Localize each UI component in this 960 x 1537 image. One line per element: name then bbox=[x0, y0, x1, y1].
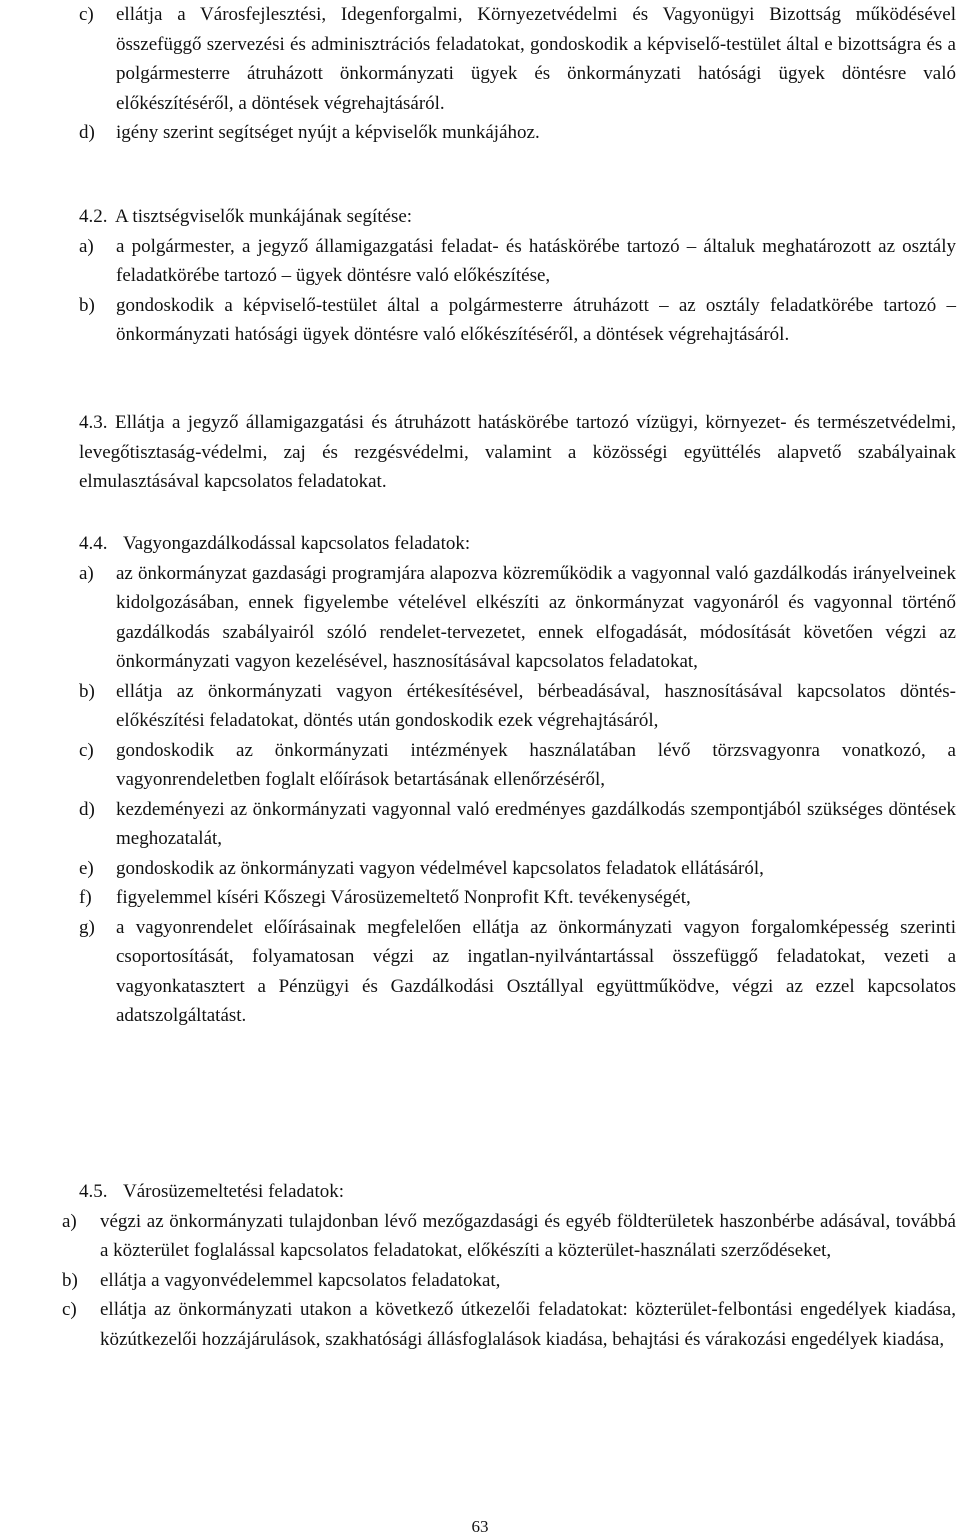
list-item bbox=[0, 736, 960, 795]
item-label: f) bbox=[79, 887, 92, 908]
list-item bbox=[0, 559, 960, 677]
list-item bbox=[0, 0, 960, 118]
item-text: ellátja a Városfejlesztési, Idegenforgalmi, Környezetvédelmi és Vagyonügyi Bizottság működésével összefüggő szervezési és adminisztrációs feladatokat, gondoskodik a képviselő-testület által e bizottságra és a polgármesterre átruházott önkormányzati ügyek és önkormányzati hatósági ügyek döntésre való előkészítéséről, a döntések végrehajtásáról. bbox=[116, 4, 956, 114]
section-title: A tisztségviselők munkájának segítése: bbox=[115, 206, 413, 227]
item-label: c) bbox=[79, 4, 94, 25]
item-text: figyelemmel kíséri Kőszegi Városüzemeltető Nonprofit Kft. tevékenységét, bbox=[116, 887, 691, 908]
top-continuation-list bbox=[0, 0, 960, 148]
section-number: 4.3. bbox=[79, 412, 108, 433]
section-4-4 bbox=[0, 529, 960, 1031]
section-number: 4.4. bbox=[79, 533, 108, 554]
list-item bbox=[0, 232, 960, 291]
item-label: a) bbox=[62, 1210, 77, 1232]
item-text: gondoskodik az önkormányzati intézmények használatában lévő törzsvagyonra vonatkozó, a vagyonrendeletben foglalt előírások betartásának ellenőrzéséről, bbox=[116, 739, 956, 790]
section-paragraph bbox=[0, 408, 960, 497]
list-item bbox=[0, 1207, 960, 1266]
item-text: gondoskodik az önkormányzati vagyon védelmével kapcsolatos feladatok ellátásáról, bbox=[116, 857, 764, 879]
item-text: ellátja a vagyonvédelemmel kapcsolatos feladatokat, bbox=[100, 1269, 501, 1291]
item-text: ellátja az önkormányzati utakon a következő útkezelői feladatokat: közterület-felbontási engedélyek kiadása, közútkezelői hozzájárulások, szakhatósági állásfoglalások kiadása, behajtási és várakozási engedélyek kiadása, bbox=[100, 1299, 956, 1350]
section-title: Vagyongazdálkodással kapcsolatos feladatok: bbox=[123, 533, 471, 554]
item-label: b) bbox=[79, 294, 95, 316]
item-label: g) bbox=[79, 916, 95, 938]
list-item bbox=[0, 291, 960, 350]
section-heading bbox=[0, 529, 960, 559]
list-item bbox=[0, 1266, 960, 1296]
item-label: d) bbox=[79, 798, 95, 820]
item-text: gondoskodik a képviselő-testület által a polgármesterre átruházott – az osztály feladatkörébe tartozó – önkormányzati hatósági ügyek döntésre való előkészítéséről, a döntések végrehajtásáról. bbox=[116, 294, 956, 345]
section-text: Ellátja a jegyző államigazgatási és átruházott hatáskörébe tartozó vízügyi, környezet- és természetvédelmi, levegőtisztaság-védelmi, zaj és rezgésvédelmi, valamint a közösségi együttélés alapvető szabályainak elmulasztásával kapcsolatos feladatokat. bbox=[79, 412, 956, 492]
section-heading bbox=[0, 202, 960, 232]
item-text: az önkormányzat gazdasági programjára alapozva közreműködik a vagyonnal való gazdálkodás irányelveinek kidolgozásában, ennek figyelembe vételével elkészíti az önkormányzat vagyonáról és vagyonnal történő gazdálkodás szabályairól szóló rendelet-tervezetet, ennek elfogadását, módosítását követően végzi az önkormányzati vagyon kezelésével, hasznosításával kapcsolatos feladatokat, bbox=[116, 562, 956, 672]
item-text: kezdeményezi az önkormányzati vagyonnal való eredményes gazdálkodás szempontjából szükséges döntések meghozatalát, bbox=[116, 798, 956, 849]
section-4-3 bbox=[0, 408, 960, 497]
list-item bbox=[0, 1295, 960, 1354]
item-label: a) bbox=[79, 562, 94, 584]
list-item bbox=[0, 883, 960, 913]
section-title: Városüzemeltetési feladatok: bbox=[123, 1181, 345, 1202]
item-text: igény szerint segítséget nyújt a képviselők munkájához. bbox=[116, 122, 540, 143]
list-item bbox=[0, 677, 960, 736]
list-item bbox=[0, 913, 960, 1031]
section-4-5 bbox=[0, 1177, 960, 1354]
item-label: b) bbox=[79, 680, 95, 702]
section-4-2 bbox=[0, 202, 960, 350]
section-number: 4.5. bbox=[79, 1181, 108, 1202]
item-text: ellátja az önkormányzati vagyon értékesítésével, bérbeadásával, hasznosításával kapcsolatos döntés-előkészítési feladatokat, döntés után gondoskodik ezek végrehajtásáról, bbox=[116, 680, 956, 731]
item-text: végzi az önkormányzati tulajdonban lévő mezőgazdasági és egyéb földterületek haszonbérbe adásával, továbbá a közterület foglalással kapcsolatos feladatokat, előkészíti a közterület-használati szerződéseket, bbox=[100, 1210, 956, 1261]
list-item bbox=[0, 118, 960, 148]
item-label: c) bbox=[79, 739, 94, 761]
item-label: a) bbox=[79, 235, 94, 257]
section-number: 4.2. bbox=[79, 206, 108, 227]
item-text: a polgármester, a jegyző államigazgatási feladat- és hatáskörébe tartozó – általuk meghatározott az osztály feladatkörébe tartozó – ügyek döntésre való előkészítése, bbox=[116, 235, 956, 286]
item-label: e) bbox=[79, 857, 94, 879]
list-item bbox=[0, 854, 960, 884]
item-label: b) bbox=[62, 1269, 78, 1291]
item-label: d) bbox=[79, 122, 95, 143]
section-heading bbox=[0, 1177, 960, 1207]
item-label: c) bbox=[62, 1299, 77, 1320]
list-item bbox=[0, 795, 960, 854]
page-number: 63 bbox=[471, 1517, 489, 1536]
item-text: a vagyonrendelet előírásainak megfelelően ellátja az önkormányzati vagyon forgalomképesség szerinti csoportosítását, folyamatosan végzi az ingatlan-nyilvántartással összefüggő feladatokat, vezeti a vagyonkatasztert a Pénzügyi és Gazdálkodási Osztállyal együttműködve, végzi az ezzel kapcsolatos adatszolgáltatást. bbox=[116, 916, 956, 1026]
